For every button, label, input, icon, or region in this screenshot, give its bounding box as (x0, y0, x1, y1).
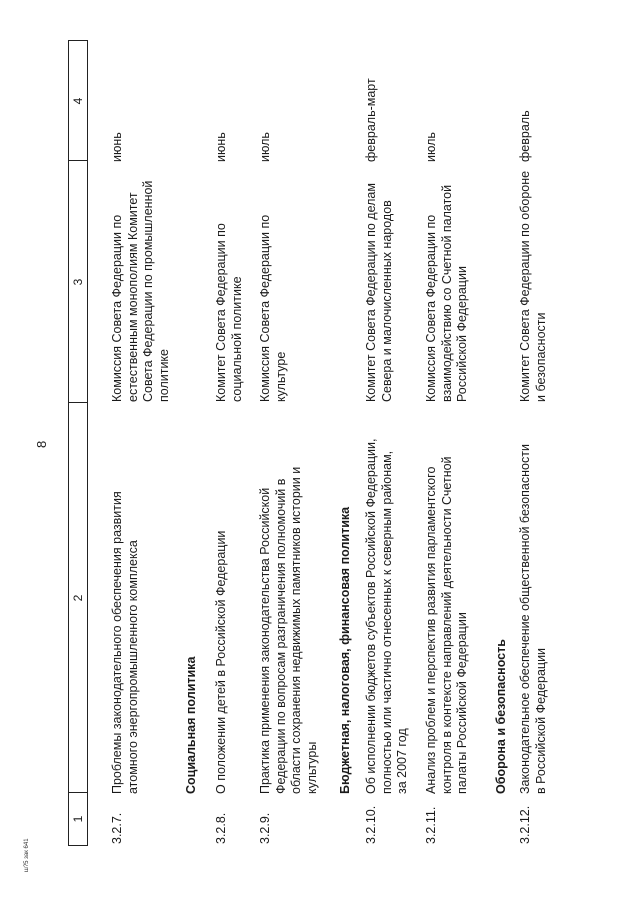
document-table (68, 40, 558, 846)
row-date: июнь (214, 132, 228, 162)
section-heading: Социальная политика (184, 656, 198, 794)
row-date: февраль (518, 110, 532, 162)
row-number: 3.2.9. (258, 812, 272, 844)
row-number: 3.2.10. (364, 805, 378, 844)
row-number: 3.2.12. (518, 805, 532, 844)
row-responsible: Комиссия Совета Федерации по естественным монополиям Комитет Совета Федерации по промышленной политике (110, 180, 171, 402)
row-title: Анализ проблем и перспектив развития парламентского контроля в контексте направлений деятельности Счетной палаты Российской Федерации (424, 456, 469, 794)
print-stamp: ш?5 зак 641 (24, 838, 30, 872)
section-heading: Бюджетная, налоговая, финансовая политика (338, 506, 352, 794)
row-number: 3.2.8. (214, 812, 228, 844)
header-col-3: 3 (71, 278, 85, 286)
row-date: февраль-март (364, 78, 378, 162)
page-number: 8 (34, 440, 49, 448)
row-responsible: Комиссия Совета Федерации по культуре (258, 214, 288, 402)
header-col-1: 1 (71, 815, 85, 823)
row-title: Об исполнении бюджетов субъектов Российской Федерации, полностью или частично отнесенных к северным районам, за 2007 год (364, 438, 409, 794)
row-title: Проблемы законодательного обеспечения развития атомного энергопромышленного комплекса (110, 491, 140, 794)
row-title: О положении детей в Российской Федерации (214, 530, 228, 794)
row-date: июль (424, 132, 438, 162)
header-col-4: 4 (71, 97, 85, 105)
row-title: Практика применения законодательства Российской Федерации по вопросам разграничения полномочий в области сохранения недвижимых памятников истории и культуры (258, 466, 319, 794)
table-header (68, 40, 88, 846)
row-responsible: Комиссия Совета Федерации по взаимодействию со Счетной палатой Российской Федерации (424, 184, 469, 402)
row-responsible: Комитет Совета Федерации по социальной политике (214, 223, 244, 402)
row-title: Законодательное обеспечение общественной безопасности в Российской Федерации (518, 444, 548, 794)
row-responsible: Комитет Совета Федерации по делам Севера и малочисленных народов (364, 183, 394, 402)
row-number: 3.2.11. (424, 806, 438, 844)
row-date: июль (258, 132, 272, 162)
row-number: 3.2.7. (110, 812, 124, 844)
header-col-2: 2 (71, 594, 85, 602)
row-responsible: Комитет Совета Федерации по обороне и безопасности (518, 170, 548, 402)
row-date: июнь (110, 132, 124, 162)
section-heading: Оборона и безопасность (494, 639, 508, 794)
